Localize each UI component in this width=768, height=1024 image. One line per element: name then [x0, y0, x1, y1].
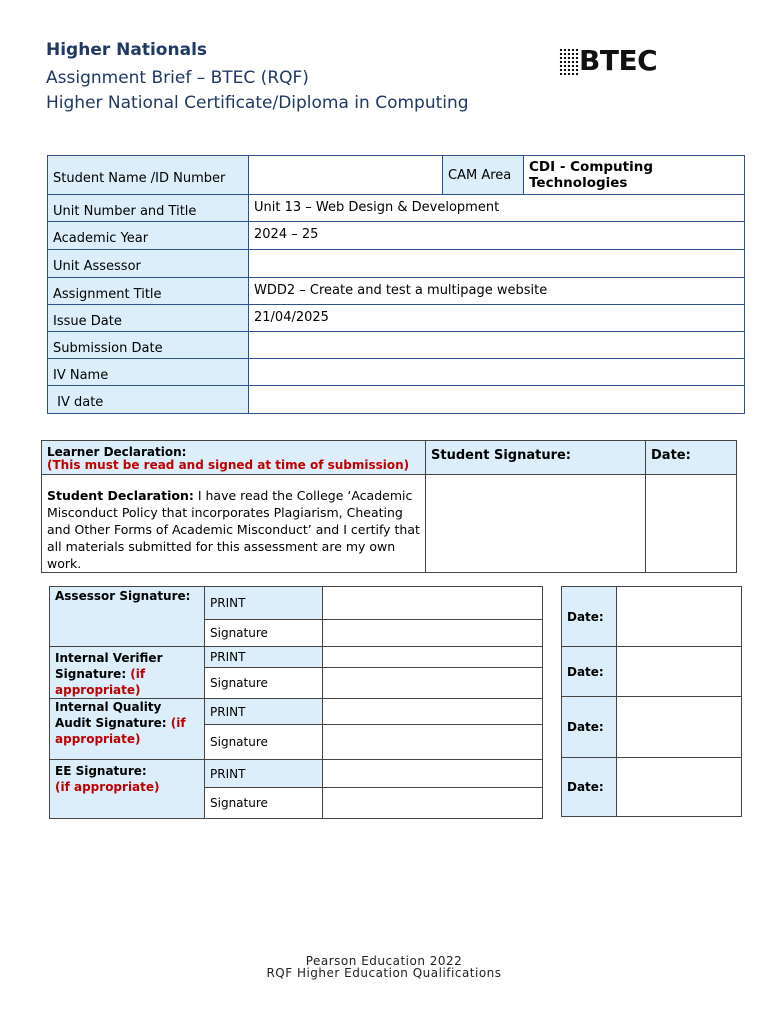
date-label: Date: — [562, 758, 617, 817]
table-row — [48, 195, 745, 222]
declaration-heading-cell — [42, 441, 426, 475]
ee-signature-label: EE Signature: (if appropriate) — [50, 760, 205, 819]
student-name-label: Student Name /ID Number — [48, 156, 249, 195]
declaration-statement — [42, 475, 426, 573]
date-field[interactable] — [617, 647, 742, 697]
table-row — [562, 758, 742, 817]
signature-label: Signature — [205, 725, 323, 760]
signature-field[interactable] — [323, 788, 543, 819]
row-value[interactable] — [249, 359, 745, 386]
qualification-title: Higher National Certificate/Diploma in Computing — [46, 93, 469, 113]
row-label: Issue Date — [48, 305, 249, 332]
internal-quality-audit-label: Internal Quality Audit Signature: (if appropriate) — [50, 699, 205, 760]
date-label: Date: — [562, 647, 617, 697]
document-subtitle: Assignment Brief – BTEC (RQF) — [46, 68, 309, 88]
date-label: Date: — [562, 587, 617, 647]
row-value[interactable]: Unit 13 – Web Design & Development — [249, 195, 745, 222]
declaration-statement-text: I have read the College ‘Academic Misconduct Policy that incorporates Plagiarism, Cheating and Other Forms of Academic Misconduct’ and I certify that all materials submitted for this assessment are my own work. — [47, 488, 420, 571]
row-label: IV date — [48, 386, 249, 414]
table-row — [48, 332, 745, 359]
print-field[interactable] — [323, 647, 543, 668]
student-signature-label: Student Signature: — [426, 441, 646, 475]
learner-declaration-table — [41, 440, 737, 573]
print-label: PRINT — [205, 587, 323, 620]
print-label: PRINT — [205, 699, 323, 725]
row-label: Assignment Title — [48, 278, 249, 305]
table-row — [50, 760, 543, 788]
table-row — [50, 699, 543, 725]
row-label: Academic Year — [48, 222, 249, 250]
table-row — [50, 647, 543, 668]
row-label: Submission Date — [48, 332, 249, 359]
signature-field[interactable] — [323, 667, 543, 698]
document-title: Higher Nationals — [46, 40, 208, 60]
student-signature-field[interactable] — [426, 475, 646, 573]
signature-field[interactable] — [323, 620, 543, 647]
row-value[interactable]: WDD2 – Create and test a multipage website — [249, 278, 745, 305]
row-label: IV Name — [48, 359, 249, 386]
declaration-heading: Learner Declaration: — [47, 444, 187, 459]
declaration-date-field[interactable] — [646, 475, 737, 573]
footer-qualification: RQF Higher Education Qualifications — [266, 966, 502, 980]
signoff-table — [49, 586, 543, 819]
declaration-note: (This must be read and signed at time of submission) — [47, 457, 410, 472]
declaration-date-label: Date: — [646, 441, 737, 475]
table-row — [562, 647, 742, 697]
row-value[interactable] — [249, 386, 745, 414]
row-label: Unit Number and Title — [48, 195, 249, 222]
signature-label: Signature — [205, 667, 323, 698]
assessor-signature-label: Assessor Signature: — [50, 587, 205, 647]
signoff-date-table — [561, 586, 742, 817]
assignment-details-table — [47, 155, 745, 414]
signature-field[interactable] — [323, 725, 543, 760]
table-row — [50, 587, 543, 620]
table-row — [562, 697, 742, 758]
table-row — [48, 386, 745, 414]
table-row — [42, 475, 737, 573]
row-value[interactable]: 2024 – 25 — [249, 222, 745, 250]
internal-verifier-label: Internal Verifier Signature: (if appropriate) — [50, 647, 205, 699]
print-label: PRINT — [205, 760, 323, 788]
date-label: Date: — [562, 697, 617, 758]
table-row — [48, 305, 745, 332]
cam-area-label: CAM Area — [443, 156, 524, 195]
row-label: Unit Assessor — [48, 250, 249, 278]
signature-label: Signature — [205, 788, 323, 819]
table-row — [562, 587, 742, 647]
btec-logo — [559, 46, 665, 80]
table-row — [48, 222, 745, 250]
row-value[interactable] — [249, 332, 745, 359]
print-field[interactable] — [323, 587, 543, 620]
table-row — [48, 278, 745, 305]
table-row — [48, 156, 745, 195]
print-field[interactable] — [323, 760, 543, 788]
table-row — [48, 359, 745, 386]
student-name-field[interactable] — [249, 156, 443, 195]
table-row — [42, 441, 737, 475]
cam-area-value: CDI - Computing Technologies — [524, 156, 745, 195]
row-value[interactable] — [249, 250, 745, 278]
print-label: PRINT — [205, 647, 323, 668]
signature-label: Signature — [205, 620, 323, 647]
declaration-statement-bold: Student Declaration: — [47, 488, 194, 503]
table-row — [48, 250, 745, 278]
print-field[interactable] — [323, 699, 543, 725]
date-field[interactable] — [617, 697, 742, 758]
logo-text: BTEC — [579, 44, 658, 77]
logo-dots-icon — [559, 48, 579, 76]
date-field[interactable] — [617, 587, 742, 647]
date-field[interactable] — [617, 758, 742, 817]
footer-publisher: Pearson Education 2022 — [305, 954, 463, 968]
row-value[interactable]: 21/04/2025 — [249, 305, 745, 332]
